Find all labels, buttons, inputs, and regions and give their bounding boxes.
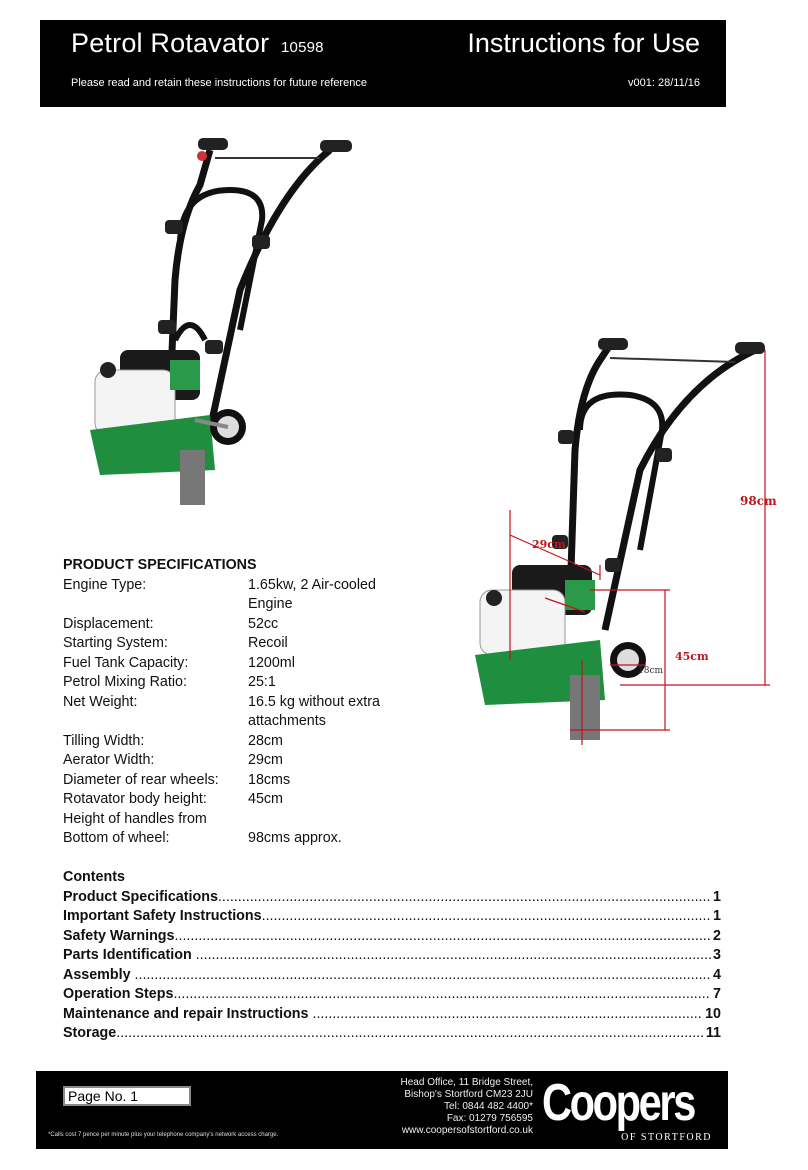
toc-entry-label: Maintenance and repair Instructions	[63, 1005, 313, 1022]
toc-entry-label: Important Safety Instructions	[63, 908, 262, 924]
toc-entry[interactable]	[63, 1024, 721, 1044]
toc-entry-label: Assembly	[63, 966, 135, 983]
toc-entry-label: Parts Identification	[63, 947, 196, 963]
product-specifications	[63, 556, 463, 849]
rotavator-photo	[80, 130, 370, 520]
spec-value: 1.65kw, 2 Air-cooled Engine	[248, 576, 376, 612]
toc-page-number: 3	[713, 947, 721, 963]
toc-page-number: 11	[705, 1025, 721, 1041]
address-line: Fax: 01279 756595	[446, 1113, 533, 1124]
spec-label: Tilling Width:	[63, 732, 145, 749]
toc-leader-dots	[173, 985, 711, 1005]
logo-main-text: Coopers	[542, 1074, 694, 1132]
spec-value: Recoil	[248, 635, 288, 651]
toc-page-number: 7	[713, 986, 721, 1002]
spec-value	[248, 810, 398, 830]
company-address	[401, 1077, 533, 1137]
coopers-logo	[542, 1074, 712, 1143]
spec-label: Engine Type:	[63, 576, 147, 593]
address-line: Head Office, 11 Bridge Street,	[400, 1077, 533, 1088]
call-cost-disclaimer: *Calls cost 7 pence per minute plus your telephone company's network access charge.	[48, 1132, 279, 1138]
toc-entry-label: Product Specifications	[63, 888, 218, 905]
spec-row	[63, 693, 463, 732]
spec-value: 29cm	[248, 752, 283, 768]
handle-height-label: 98cm	[740, 494, 777, 508]
spec-value: 28cm	[248, 732, 283, 749]
spec-label: Aerator Width:	[63, 752, 155, 768]
spec-row	[63, 771, 463, 791]
toc-page-number: 1	[713, 888, 721, 905]
address-line: Tel: 0844 482 4400*	[444, 1101, 533, 1112]
body-height-label: 45cm	[675, 650, 709, 663]
spec-label: Petrol Mixing Ratio:	[63, 674, 187, 690]
toc-leader-dots	[135, 966, 712, 986]
toc-entry[interactable]	[63, 946, 721, 966]
spec-row	[63, 576, 463, 615]
spec-row	[63, 634, 463, 654]
spec-row	[63, 732, 463, 752]
spec-value: 45cm	[248, 791, 283, 807]
spec-value: 16.5 kg without extra attachments	[248, 693, 380, 729]
toc-leader-dots	[312, 1005, 703, 1025]
aerator-width-label: 29cm	[532, 538, 566, 551]
product-code: 10598	[281, 39, 324, 56]
toc-entry[interactable]	[63, 966, 721, 986]
spec-label: Height of handles from	[63, 810, 207, 827]
toc-entry[interactable]	[63, 888, 721, 908]
toc-entry-label: Safety Warnings	[63, 927, 175, 944]
spec-label: Fuel Tank Capacity:	[63, 654, 189, 671]
toc-leader-dots	[218, 888, 711, 908]
spec-row	[63, 751, 463, 771]
spec-value: 52cc	[248, 615, 279, 632]
spec-value: 1200ml	[248, 654, 295, 671]
product-title: Petrol Rotavator 10598	[71, 28, 324, 58]
spec-value: 25:1	[248, 674, 276, 690]
toc-page-number: 2	[713, 927, 721, 944]
toc-entry[interactable]	[63, 907, 721, 927]
toc-page-number: 1	[713, 908, 721, 924]
toc-page-number: 4	[713, 966, 721, 983]
spec-value: 18cms	[248, 771, 291, 788]
retain-note: Please read and retain these instructions for future reference	[71, 77, 367, 89]
document-footer	[36, 1071, 728, 1149]
toc-entry-label: Storage	[63, 1025, 117, 1041]
spec-label: Starting System:	[63, 635, 168, 651]
toc-entry[interactable]	[63, 927, 721, 947]
page-number: Page No. 1	[63, 1086, 191, 1106]
spec-row	[63, 829, 463, 849]
table-of-contents	[63, 868, 721, 1044]
address-line: Bishop's Stortford CM23 2JU	[404, 1089, 533, 1100]
spec-label: Bottom of wheel:	[63, 830, 170, 846]
spec-label: Net Weight:	[63, 693, 138, 710]
logo-sub-text: OF STORTFORD	[621, 1132, 712, 1143]
spec-row	[63, 810, 463, 830]
toc-leader-dots	[175, 927, 712, 947]
spec-row	[63, 790, 463, 810]
version-date: v001: 28/11/16	[628, 77, 700, 89]
spec-row	[63, 654, 463, 674]
toc-page-number: 10	[705, 1005, 721, 1022]
toc-entry-label: Operation Steps	[63, 986, 174, 1002]
spec-label: Rotavator body height:	[63, 791, 207, 807]
toc-leader-dots	[116, 1024, 704, 1044]
contents-heading: Contents	[63, 869, 125, 885]
toc-leader-dots	[262, 907, 711, 927]
specs-heading: PRODUCT SPECIFICATIONS	[63, 557, 257, 573]
spec-row	[63, 673, 463, 693]
document-type: Instructions for Use	[467, 28, 700, 58]
spec-label: Displacement:	[63, 615, 154, 632]
wheel-diameter-label: 18cm	[638, 666, 664, 676]
toc-leader-dots	[196, 946, 711, 966]
spec-value: 98cms approx.	[248, 830, 342, 846]
toc-entry[interactable]	[63, 985, 721, 1005]
spec-row	[63, 615, 463, 635]
spec-label: Diameter of rear wheels:	[63, 771, 219, 788]
document-header	[40, 20, 726, 107]
website-link[interactable]: www.coopersofstortford.co.uk	[401, 1125, 533, 1136]
toc-entry[interactable]	[63, 1005, 721, 1025]
dimension-diagram	[470, 330, 780, 770]
